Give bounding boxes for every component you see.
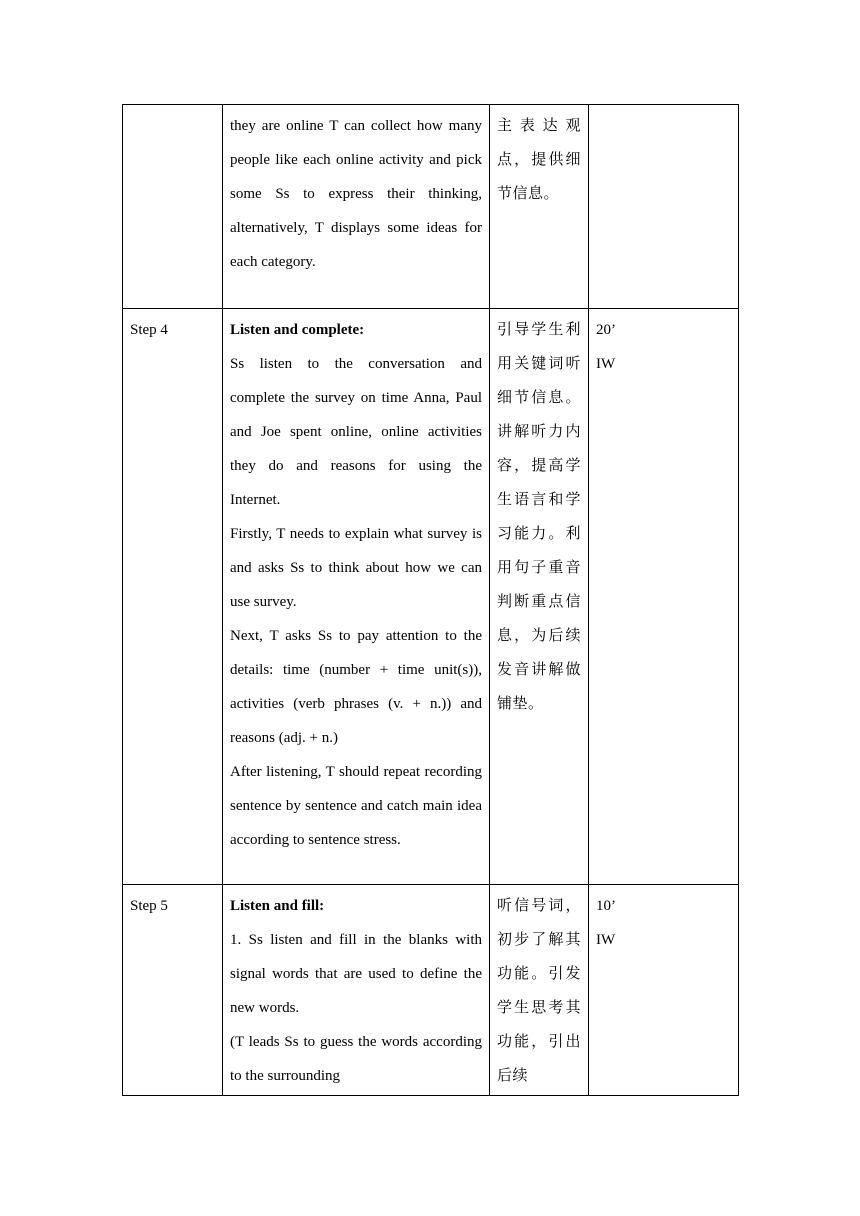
mode-value: IW [596,932,616,948]
table-row [123,105,739,309]
content-paragraph: Ss listen to the conversation and complete the survey on time Anna, Paul and Joe spent online, online activities they do and reasons for using the Internet. [230,356,482,508]
purpose-text: 引导学生利用关键词听细节信息。讲解听力内容，提高学生语言和学习能力。利用句子重音判断重点信息，为后续发音讲解做铺垫。 [497,322,581,712]
content-cell [223,105,490,309]
step-cell: Step 5 [123,885,223,1096]
content-paragraph: 1. Ss listen and fill in the blanks with signal words that are used to define the new words. [230,932,482,1016]
mode-value: IW [596,356,616,372]
purpose-text: 主表达观点，提供细节信息。 [497,118,581,202]
content-paragraph: Next, T asks Ss to pay attention to the details: time (number + time unit(s)), activities (verb phrases (v. + n.)) and reasons (adj. + n.) [230,628,482,746]
content-paragraph: Firstly, T needs to explain what survey is and asks Ss to think about how we can use survey. [230,526,482,610]
content-paragraph: they are online T can collect how many people like each online activity and pick some Ss to express their thinking, alternatively, T displays some ideas for each category. [230,118,482,270]
time-cell [589,885,739,1096]
content-cell [223,885,490,1096]
lesson-plan-table [122,104,739,1096]
time-cell [589,105,739,309]
table-row [123,309,739,885]
content-cell [223,309,490,885]
time-cell [589,309,739,885]
purpose-cell [490,105,589,309]
step-cell [123,105,223,309]
purpose-cell [490,885,589,1096]
activity-heading: Listen and fill: [230,898,325,914]
table-row [123,885,739,1096]
content-paragraph: After listening, T should repeat recording sentence by sentence and catch main idea according to sentence stress. [230,764,482,848]
purpose-text: 听信号词，初步了解其功能。引发学生思考其功能，引出后续 [497,898,581,1084]
time-value: 10’ [596,898,616,914]
step-cell: Step 4 [123,309,223,885]
activity-heading: Listen and complete: [230,322,365,338]
content-paragraph: (T leads Ss to guess the words according to the surrounding [230,1034,482,1084]
purpose-cell [490,309,589,885]
time-value: 20’ [596,322,616,338]
